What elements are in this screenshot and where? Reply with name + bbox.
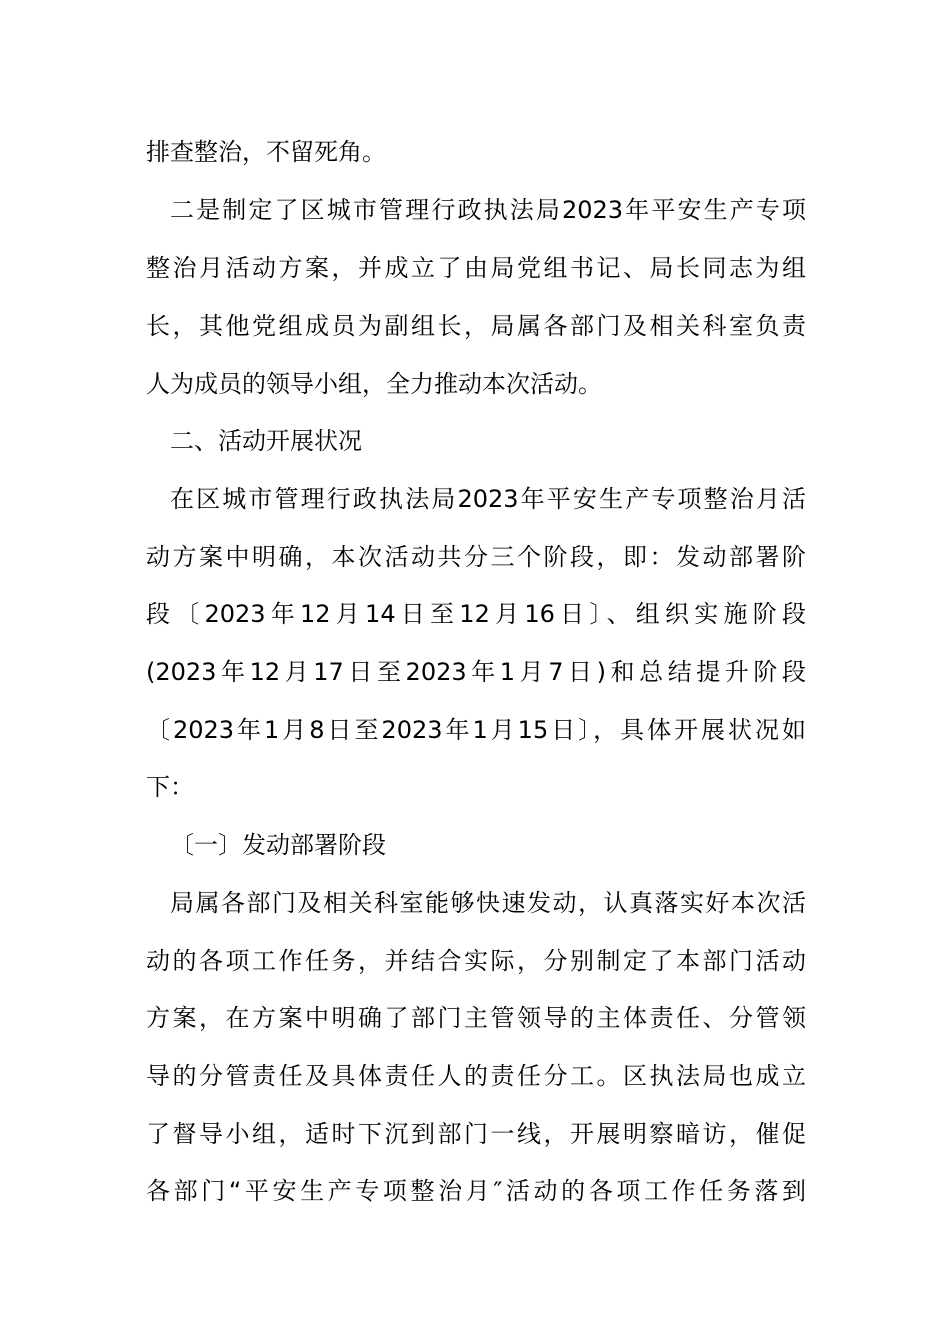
subsection-heading: 〔一〕发动部署阶段 [170,831,386,859]
text-line: 排查整治，不留死角。 [146,138,386,166]
text-line: 段〔2023年12月14日至12月16日〕、组织实施阶段 [146,600,806,628]
text-line: 〔2023年1月8日至2023年1月15日〕，具体开展状况如 [146,716,806,744]
text-line: 长，其他党组成员为副组长，局属各部门及相关科室负责 [146,312,806,340]
text-line: (2023年12月17日至2023年1月7日)和总结提升阶段 [146,658,806,686]
text-line: 动方案中明确，本次活动共分三个阶段，即：发动部署阶 [146,543,806,571]
text-line: 方案，在方案中明确了部门主管领导的主体责任、分管领 [146,1004,806,1032]
text-line: 整治月活动方案，并成立了由局党组书记、局长同志为组 [146,254,806,282]
text-line: 局属各部门及相关科室能够快速发动，认真落实好本次活 [170,889,806,917]
section-heading: 二、活动开展状况 [170,427,362,455]
text-line: 导的分管责任及具体责任人的责任分工。区执法局也成立 [146,1062,806,1090]
text-line: 动的各项工作任务，并结合实际，分别制定了本部门活动 [146,947,806,975]
text-line: 下： [146,773,194,801]
text-line: 各部门“平安生产专项整治月″活动的各项工作任务落到 [146,1177,806,1205]
text-line: 二是制定了区城市管理行政执法局2023年平安生产专项 [170,196,806,224]
text-line: 了督导小组，适时下沉到部门一线，开展明察暗访，催促 [146,1120,806,1148]
text-line: 人为成员的领导小组，全力推动本次活动。 [146,370,602,398]
text-line: 在区城市管理行政执法局2023年平安生产专项整治月活 [170,485,806,513]
